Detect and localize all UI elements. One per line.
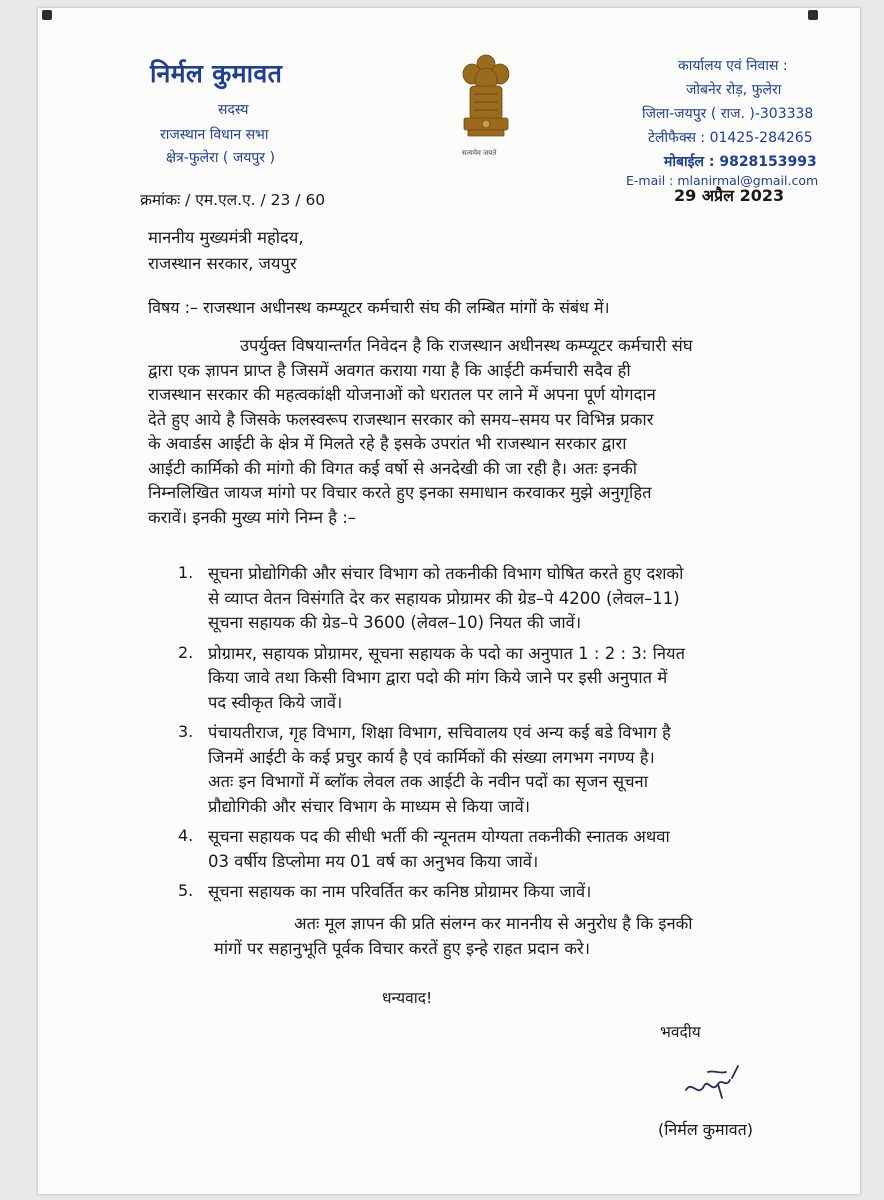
demand-line: अतः इन विभागों में ब्लॉक लेवल तक आईटी के नवीन पदों का सृजन सूचना [208,772,648,791]
demand-item [178,825,818,874]
demand-number: 4. [178,826,194,845]
office-mobile: मोबाईल : 9828153993 [664,154,817,170]
sender-assembly: राजस्थान विधान सभा [160,127,269,143]
office-email: E-mail : mlanirmal@gmail.com [626,173,819,188]
intro-line: आईटी कार्मिको की मांगो की विगत कई वर्षो से अनदेखी की जा रही है। अतः इनकी [148,458,638,478]
demand-line: प्रौद्योगिकी और संचार विभाग के माध्यम से किया जावें। [208,796,531,816]
intro-line: राजस्थान सरकार की महत्वकांक्षी योजनाओं को धरातल पर लाने में अपना पूर्ण योगदान [148,385,656,404]
office-telefax: टेलीफैक्स : 01425-284265 [648,130,813,146]
demand-line: जिनमें आईटी के कई प्रचुर कार्य है एवं कार्मिकों की संख्या लगभग नगण्य है। [208,747,655,767]
demand-line: प्रोग्रामर, सहायक प्रोग्रामर, सूचना सहायक के पदो का अनुपात 1 : 2 : 3: नियत [208,643,685,663]
state-emblem-icon [458,52,514,162]
demand-line: सूचना सहायक पद की सीधी भर्ती की न्यूनतम योग्यता तकनीकी स्नातक अथवा [208,827,670,846]
demand-item [178,562,818,636]
letter-date: 29 अप्रैल 2023 [674,186,785,205]
demand-line: किया जावे तथा किसी विभाग द्वारा पदो की मांग किये जाने पर इसी अनुपात में [208,668,668,687]
letter-page [38,8,860,1194]
closing-line: मांगों पर सहानुभूति पूर्वक विचार करतें हुए इन्हे राहत प्रदान करे। [214,938,591,958]
thanks-text: धन्यवाद! [382,989,433,1007]
sender-designation: सदस्य [218,102,249,118]
intro-line: निम्नलिखित जायज मांगो पर विचार करते हुए इनका समाधान करवाकर मुझे अनुगृहित [148,483,652,502]
emblem-motto: सत्यमेव जयते [462,149,497,157]
signatory-name: (निर्मल कुमावत) [658,1120,754,1139]
intro-line: देते हुए आये है जिसके फलस्वरूप राजस्थान सरकार को समय–समय पर विभिन्न प्रकार [148,409,654,429]
punch-hole-left [42,10,52,20]
reference-number: क्रमांकः / एम.एल.ए. / 23 / 60 [140,191,326,209]
demand-item [178,880,818,905]
punch-hole-right [808,10,818,20]
sender-name: निर्मल कुमावत [150,59,283,88]
sender-constituency: क्षेत्र-फुलेरा ( जयपुर ) [166,150,275,166]
demand-line: सूचना प्रोद्योगिकी और संचार विभाग को तकनीकी विभाग घोषित करते हुए दशको [208,564,684,583]
demand-line: 03 वर्षीय डिप्लोमा मय 01 वर्ष का अनुभव किया जावें। [208,851,539,871]
intro-line: उपर्युक्त विषयान्तर्गत निवेदन है कि राजस्थान अधीनस्थ कम्प्यूटर कर्मचारी संघ [240,336,693,355]
intro-line: द्वारा एक ज्ञापन प्राप्त है जिसमें अवगत कराया गया है कि आईटी कर्मचारी सदैव ही [148,360,631,380]
recipient-line-1: माननीय मुख्यमंत्री महोदय, [148,228,304,247]
subject-line: विषय :– राजस्थान अधीनस्थ कम्प्यूटर कर्मचारी संघ की लम्बित मांगों के संबंध में। [148,298,610,317]
demand-line: से व्याप्त वेतन विसंगति देर कर सहायक प्रोग्रामर की ग्रेड–पे 4200 (लेवल–11) [208,588,680,608]
demand-line: सूचना सहायक का नाम परिवर्तित कर कनिष्ठ प्रोग्रामर किया जावें। [208,882,592,901]
signature-icon [678,1058,768,1108]
intro-line: करावें। इनकी मुख्य मांगे निम्न है :– [148,507,357,527]
office-district: जिला-जयपुर ( राज. )-303338 [642,106,814,122]
demands-list [178,562,818,905]
closing-line: अतः मूल ज्ञापन की प्रति संलग्न कर माननीय से अनुरोध है कि इनकी [294,914,693,933]
recipient-line-2: राजस्थान सरकार, जयपुर [148,254,297,273]
closing-paragraph [214,912,824,961]
demand-line: सूचना सहायक की ग्रेड–पे 3600 (लेवल–10) नियत की जावें। [208,613,582,632]
demand-line: पंचायतीराज, गृह विभाग, शिक्षा विभाग, सचिवालय एवं अन्य कई बडे विभाग है [208,723,671,742]
demand-number: 3. [178,722,194,741]
demand-item [178,642,818,716]
demand-number: 5. [178,881,194,900]
intro-paragraph [148,334,814,530]
office-road: जोबनेर रोड़, फुलेरा [686,82,782,98]
intro-line: के अवार्डस आईटी के क्षेत्र में मिलते रहे है इसके उपरांत भी राजस्थान सरकार द्वारा [148,434,627,453]
office-heading: कार्यालय एवं निवास : [678,58,788,74]
demand-line: पद स्वीकृत किये जावें। [208,692,343,712]
valediction-text: भवदीय [660,1023,701,1041]
demand-number: 2. [178,642,194,662]
demand-item [178,721,818,819]
demand-number: 1. [178,563,194,582]
